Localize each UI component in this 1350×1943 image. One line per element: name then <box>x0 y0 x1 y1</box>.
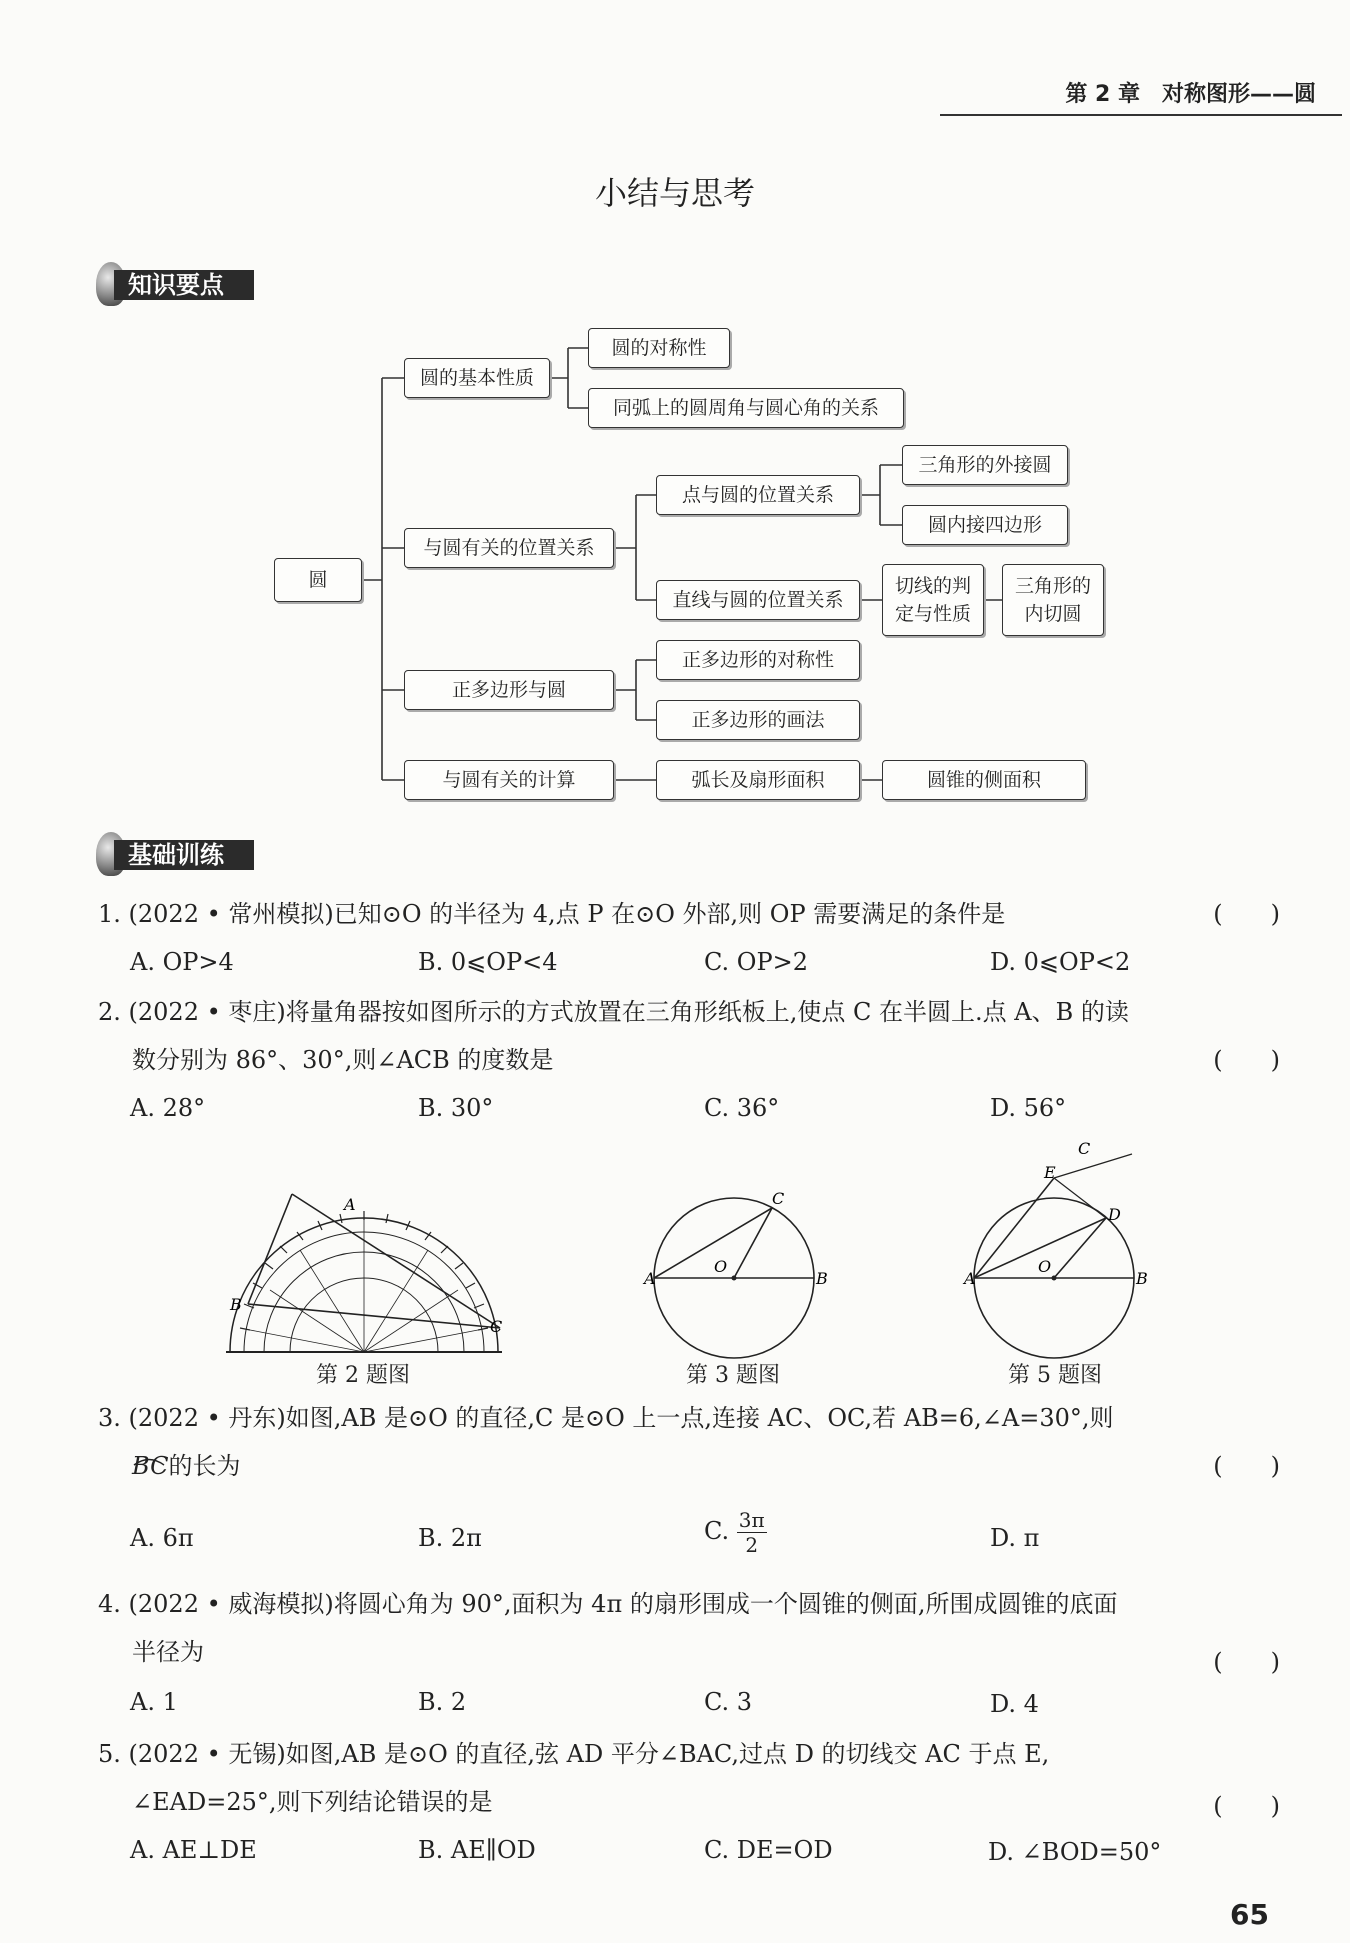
q1-option-b: B. 0⩽OP<4 <box>418 948 558 976</box>
question-5-line1: 5. (2022 • 无锡)如图,AB 是⊙O 的直径,弦 AD 平分∠BAC,过点 D 的切线交 AC 于点 E, <box>98 1740 1050 1768</box>
fig3-label-c: C <box>772 1189 785 1208</box>
section-label: 知识要点 <box>114 270 254 300</box>
question-text: 半径为 <box>132 1638 204 1666</box>
question-3-line2 <box>98 1442 1280 1490</box>
q1-option-d: D. 0⩽OP<2 <box>990 948 1131 976</box>
fig5-label-c: C <box>1078 1140 1091 1158</box>
q4-option-c: C. 3 <box>704 1688 753 1716</box>
mindmap-node-polygon-drawing: 正多边形的画法 <box>656 700 860 740</box>
q1-option-c: C. OP>2 <box>704 948 808 976</box>
q2-option-d: D. 56° <box>990 1094 1067 1122</box>
answer-blank: ( ) <box>1213 1648 1280 1676</box>
section-label: 基础训练 <box>114 840 254 870</box>
figure-3-circle <box>630 1180 850 1360</box>
q5-option-c: C. DE=OD <box>704 1836 833 1864</box>
mindmap-node-arc-sector: 弧长及扇形面积 <box>656 760 860 800</box>
mindmap-node-point-circle: 点与圆的位置关系 <box>656 475 860 515</box>
fig5-label-o: O <box>1038 1257 1052 1276</box>
question-text: 的长为 <box>168 1452 241 1480</box>
fig3-label-o: O <box>714 1257 728 1276</box>
question-text: ∠EAD=25°,则下列结论错误的是 <box>132 1788 493 1816</box>
option-letter: C. <box>704 1517 730 1545</box>
mindmap-root: 圆 <box>274 558 362 602</box>
question-4-line2 <box>98 1628 1280 1676</box>
figure-3-caption: 第 3 题图 <box>686 1363 780 1388</box>
mindmap-node-symmetry: 圆的对称性 <box>588 328 730 368</box>
fig2-label-c: C <box>490 1317 503 1336</box>
question-text: 1. (2022 • 常州模拟)已知⊙O 的半径为 4,点 P 在⊙O 外部,则 OP 需要满足的条件是 <box>98 900 1006 928</box>
q5-option-b: B. AE∥OD <box>418 1836 536 1864</box>
mindmap-node-circumcircle: 三角形的外接圆 <box>902 445 1068 485</box>
tangent-line1: 切线的判 <box>894 575 971 597</box>
answer-blank: ( ) <box>1213 1792 1280 1820</box>
mindmap-node-position-relations: 与圆有关的位置关系 <box>404 528 614 568</box>
fraction-denominator: 2 <box>745 1533 759 1557</box>
answer-blank: ( ) <box>1213 1452 1280 1480</box>
page-title: 小结与思考 <box>594 174 755 212</box>
mindmap-node-line-circle: 直线与圆的位置关系 <box>656 580 860 620</box>
figure-5-circle <box>950 1140 1170 1360</box>
arc-mark-icon <box>132 1456 166 1466</box>
question-5-line2 <box>98 1778 1280 1826</box>
q3-option-b: B. 2π <box>418 1524 482 1552</box>
mindmap-node-incircle <box>1002 564 1104 636</box>
mindmap-node-polygon-symmetry: 正多边形的对称性 <box>656 640 860 680</box>
figure-2-caption: 第 2 题图 <box>316 1363 410 1388</box>
fig5-label-d: D <box>1108 1205 1121 1224</box>
question-4-line1: 4. (2022 • 威海模拟)将圆心角为 90°,面积为 4π 的扇形围成一个圆锥的侧面,所围成圆锥的底面 <box>98 1590 1118 1618</box>
figure-2-protractor <box>220 1180 520 1360</box>
mindmap-node-tangent <box>882 564 984 636</box>
mindmap-node-calculations: 与圆有关的计算 <box>404 760 614 800</box>
fig3-label-b: B <box>816 1269 828 1288</box>
fraction-numerator: 3π <box>738 1508 765 1532</box>
mindmap-node-cyclic-quadrilateral: 圆内接四边形 <box>902 505 1068 545</box>
question-2-line2 <box>98 1036 1280 1084</box>
mindmap-node-cone-area: 圆锥的侧面积 <box>882 760 1086 800</box>
q2-option-a: A. 28° <box>130 1094 206 1122</box>
fig5-label-e: E <box>1044 1163 1056 1182</box>
incircle-line1: 三角形的 <box>1014 575 1091 597</box>
section-banner-basic <box>96 834 258 874</box>
fig5-label-a: A <box>964 1269 976 1288</box>
fraction <box>737 1508 767 1557</box>
q2-option-c: C. 36° <box>704 1094 780 1122</box>
fig2-label-a: A <box>344 1195 356 1214</box>
question-1 <box>98 890 1280 938</box>
answer-blank: ( ) <box>1213 900 1280 928</box>
page-number: 65 <box>1230 1898 1269 1931</box>
q4-option-b: B. 2 <box>418 1688 467 1716</box>
question-2-line1: 2. (2022 • 枣庄)将量角器按如图所示的方式放置在三角形纸板上,使点 C 在半圆上.点 A、B 的读 <box>98 998 1129 1026</box>
tangent-line2: 定与性质 <box>894 603 971 625</box>
q3-option-d: D. π <box>990 1524 1040 1552</box>
incircle-line2: 内切圆 <box>1024 603 1082 625</box>
chapter-title: 第 2 章 对称图形——圆 <box>1065 82 1316 107</box>
q1-option-a: A. OP>4 <box>130 948 234 976</box>
arc-bc <box>98 1452 168 1480</box>
answer-blank: ( ) <box>1213 1046 1280 1074</box>
q3-option-c <box>704 1508 767 1557</box>
mindmap-node-regular-polygon: 正多边形与圆 <box>404 670 614 710</box>
fig5-label-b: B <box>1136 1269 1148 1288</box>
question-3-line1: 3. (2022 • 丹东)如图,AB 是⊙O 的直径,C 是⊙O 上一点,连接 AC、OC,若 AB=6,∠A=30°,则 <box>98 1404 1114 1432</box>
fig3-label-a: A <box>644 1269 656 1288</box>
mindmap-node-basic-properties: 圆的基本性质 <box>404 358 550 398</box>
q4-option-d: D. 4 <box>990 1690 1039 1718</box>
q2-option-b: B. 30° <box>418 1094 494 1122</box>
question-text: 数分别为 86°、30°,则∠ACB 的度数是 <box>132 1046 554 1074</box>
arc-label: BC <box>132 1452 169 1480</box>
q5-option-a: A. AE⊥DE <box>130 1836 257 1864</box>
mindmap-node-inscribed-central-angle: 同弧上的圆周角与圆心角的关系 <box>588 388 904 428</box>
figure-5-caption: 第 5 题图 <box>1008 1363 1102 1388</box>
q3-option-a: A. 6π <box>130 1524 194 1552</box>
fig2-label-b: B <box>230 1295 242 1314</box>
q4-option-a: A. 1 <box>130 1688 178 1716</box>
q5-option-d: D. ∠BOD=50° <box>988 1838 1162 1866</box>
